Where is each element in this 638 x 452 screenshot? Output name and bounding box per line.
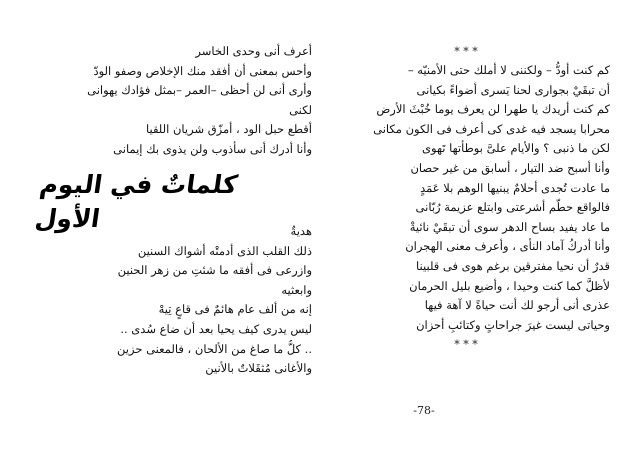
poem-line: .. كلُّ ما صاغ من الألحان ، فالمعنى حزين bbox=[117, 341, 312, 356]
poem-line: قدرٌ أن نحيا مفترقين برغم هوى فى قلبينا bbox=[416, 258, 610, 273]
poem-line: كم كنت أريدك يا طهرا لن يعرف يوما خُبْثَ الأرض bbox=[376, 102, 610, 117]
poem-line: وحياتى ليست غيرَ جراحاتٍ وكتائبِ أحزان bbox=[416, 317, 610, 332]
stars-separator-bottom: * * * bbox=[454, 338, 478, 352]
poem-line: ليس يدرى كيف يحيا بعد أن ضاع سُدى .. bbox=[120, 321, 312, 336]
poem-line: عذرى أنى أرجو لك أنت حياةً لا آهة فيها bbox=[424, 298, 610, 313]
poem-line: وأنا أدرك أنى سأذوب ولن يذوى بك إيمانى bbox=[113, 141, 312, 156]
poem-line: ما عادت تُجدى أحلامٌ يبنيها الوهم بلا عَمَدٍ bbox=[420, 180, 610, 195]
poem-line: والأغانى مُثقَلاتٌ بالأنين bbox=[205, 361, 312, 376]
right-poem-column bbox=[322, 42, 610, 354]
poem-line: وأرى أنى لن أحظى –العمر –بمثل فؤادك يهوانى bbox=[87, 83, 312, 98]
poem-line: كم كنت أودُّ – ولكننى لا أملك حتى الأمنيّه – bbox=[407, 63, 610, 77]
poem-dedication: هديةٌ bbox=[290, 224, 312, 238]
poem-line: لأظلَّ كما كنت وحيدا ، وأضيع بليل الحرمان bbox=[409, 278, 610, 293]
poem-line: لكن ما ذنبى ؟ والأيام علىَّ بوطأتها تَهوى bbox=[422, 141, 610, 156]
poem-line: ما عاد يفيد بساح الدهر سوى أن تبقَيْ نائيةْ bbox=[409, 219, 610, 234]
poem-line: وازرعى فى أفقه ما شئتِ من زهر الحنين bbox=[117, 263, 312, 278]
poem-line: ذلك القلب الذى أدمتْه أشواك السنين bbox=[137, 243, 312, 258]
poem-line: وأحس بمعنى أن أفقد منك الإخلاص وصفو الودّ bbox=[93, 63, 312, 78]
poem-line: وأنا أدركُ آماد النأى ، وأعرف معنى الهجران bbox=[405, 239, 610, 254]
left-top-poem-column bbox=[80, 42, 312, 160]
poem-line: لكنى bbox=[289, 102, 312, 117]
poem-title: كلماتٌ في اليوم الأول bbox=[33, 170, 240, 233]
poem-line: أن تبقَيْ بجوارى لحنا يَسرى أضواءً بكيانى bbox=[416, 82, 610, 97]
poem-line: أقطع حبل الود ، أمزّق شريان اللقيا bbox=[146, 122, 312, 137]
poem-line: وابعثيه bbox=[281, 282, 312, 297]
page-number: -78- bbox=[413, 404, 435, 417]
poem-line: وأنا أسبح ضد التيار ، أسابق من غير حصان bbox=[410, 160, 610, 175]
stars-separator-top: * * * bbox=[454, 45, 478, 58]
poem-line: أعرف أنى وحدى الخاسر bbox=[195, 44, 312, 58]
poem-line: محرابا يسجد فيه غدى كى أعرف فى الكون مكانى bbox=[373, 121, 610, 136]
left-bottom-poem-column bbox=[80, 222, 312, 379]
poem-line: فالواقع حطّم أشرعتى وابتلع عزيمة رُبّانى bbox=[415, 200, 610, 215]
poem-line: إنه من ألف عام هائمٌ فى قاعٍ تِيهْ bbox=[158, 302, 312, 317]
